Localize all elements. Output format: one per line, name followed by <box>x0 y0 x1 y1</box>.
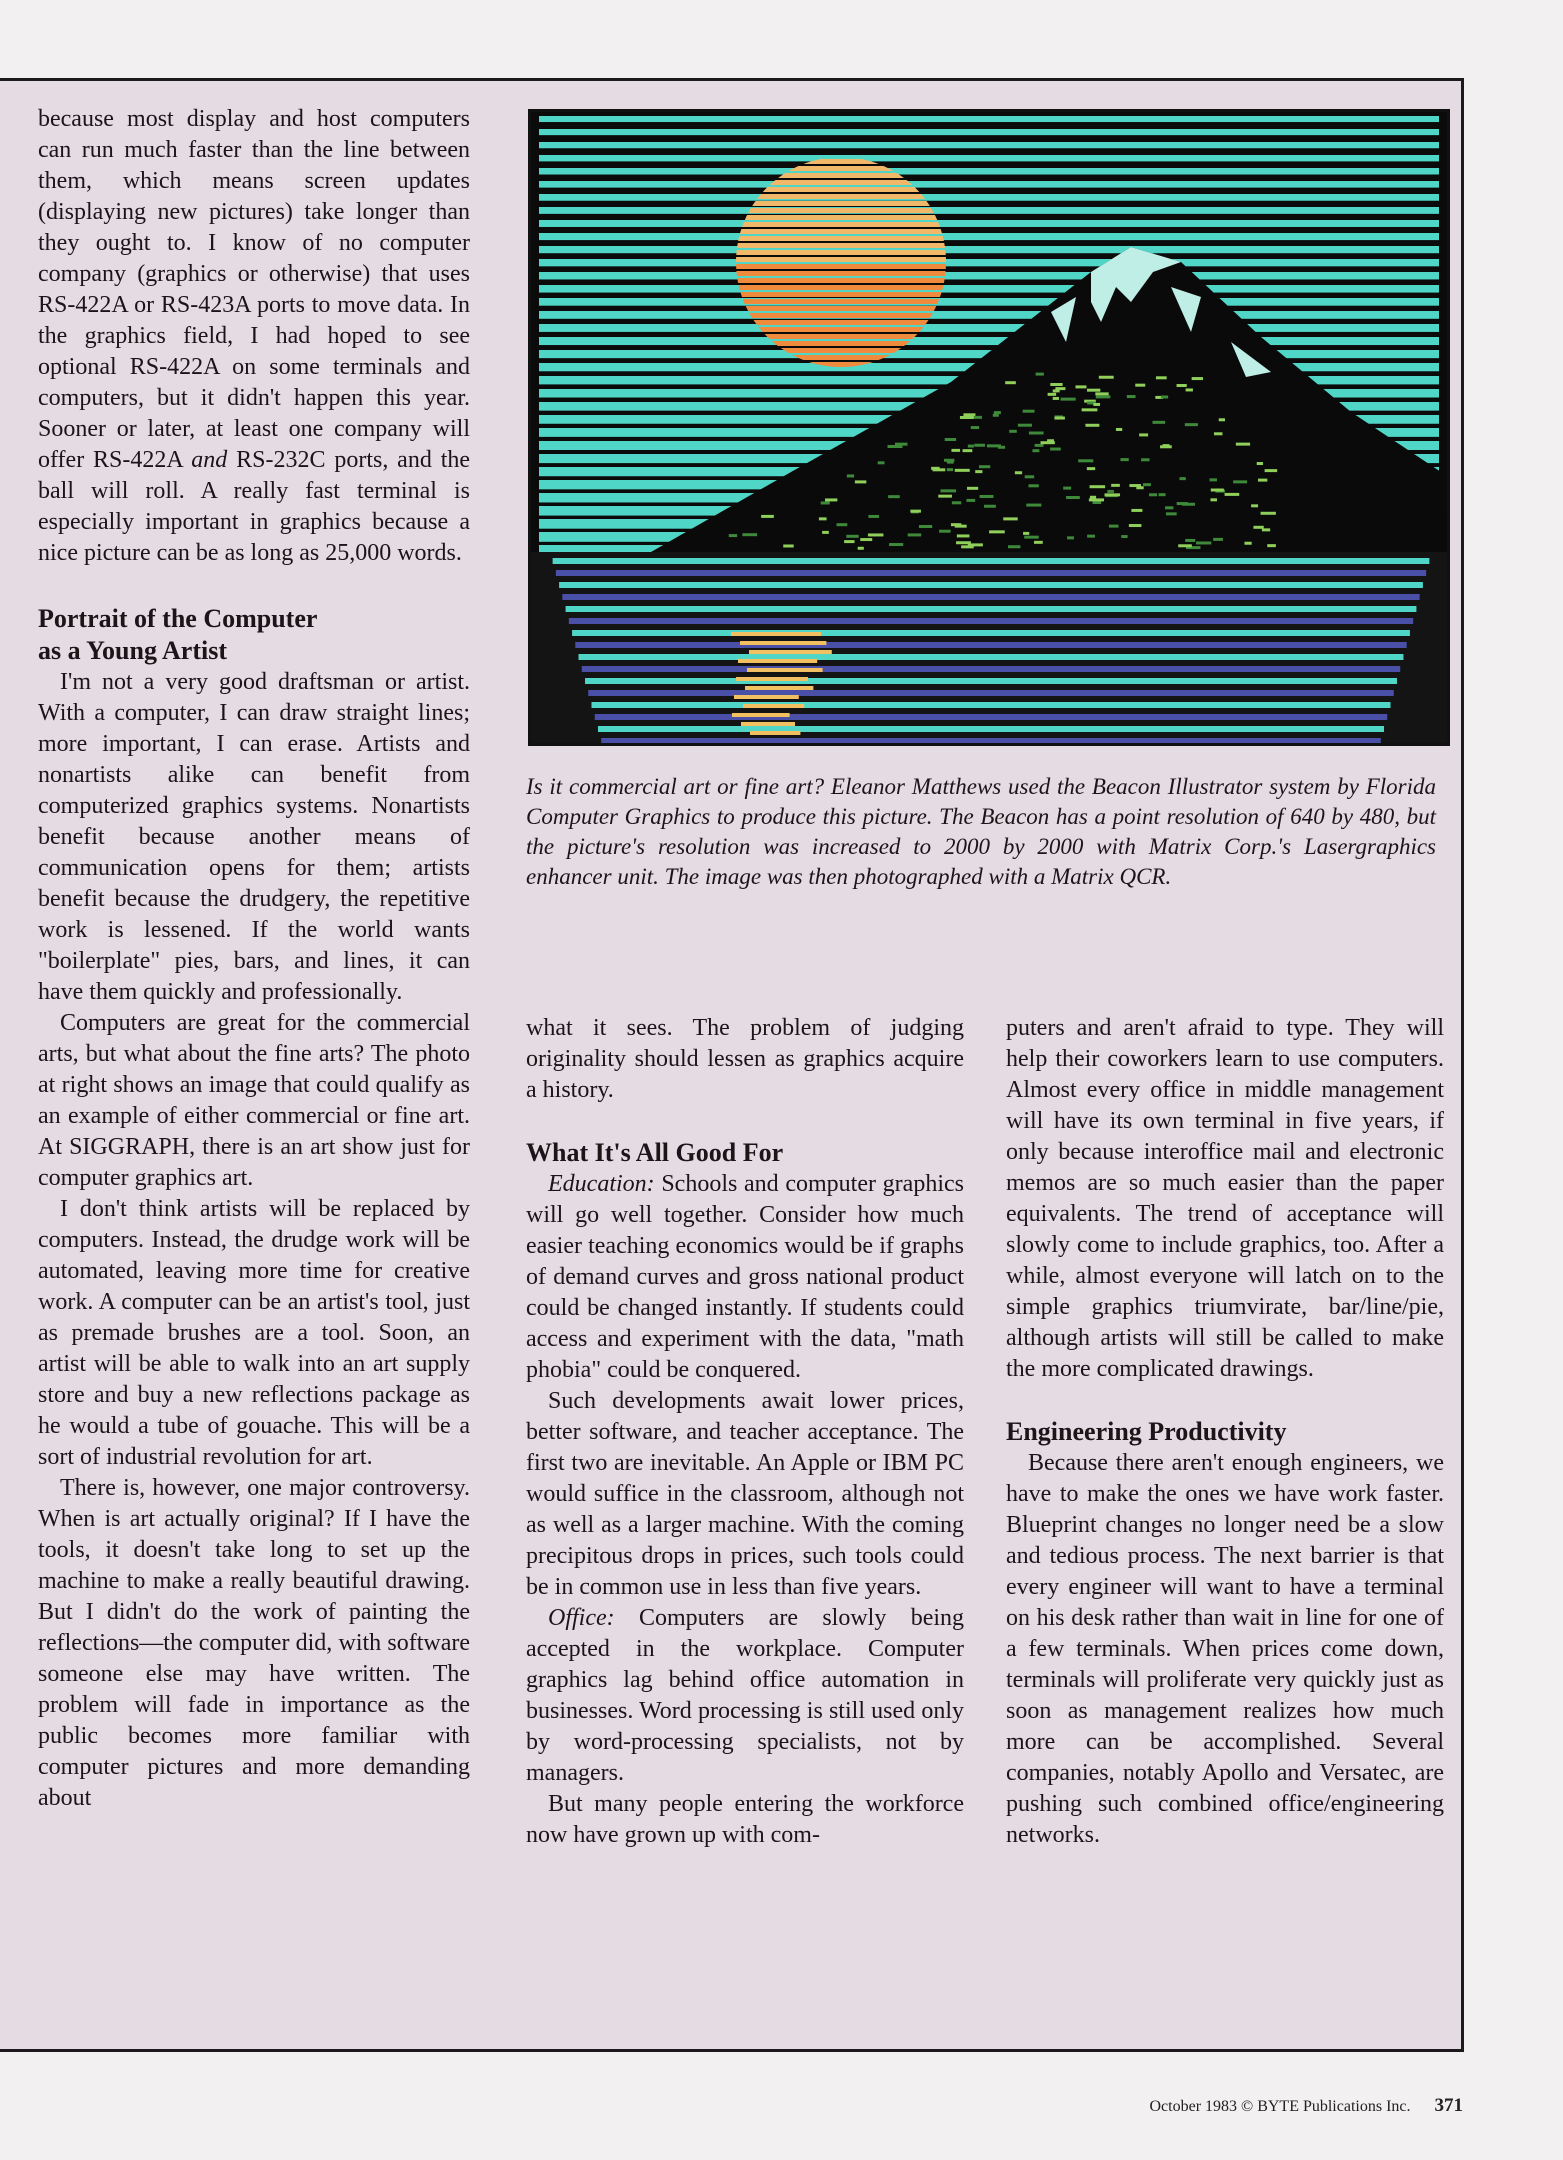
column-2 <box>526 1013 964 1851</box>
column-3 <box>1006 1013 1444 1851</box>
figure-caption: Is it commercial art or fine art? Eleanor Matthews used the Beacon Illustrator system by Florida Computer Graphics to produce this picture. The Beacon has a point resolution of 640 by 480, but the picture's resolution was increased to 2000 by 2000 with Matrix Corp.'s Lasergraphics enhancer unit. The image was then photographed with a Matrix QCR. <box>526 774 1436 889</box>
page-number: 371 <box>1434 2095 1463 2116</box>
paragraph: what it sees. The problem of judging originality should lessen as graphics acquire a history. <box>526 1015 964 1103</box>
paragraph: But many people entering the workforce now have grown up with com- <box>526 1791 964 1848</box>
footer-credit: October 1983 © BYTE Publications Inc. <box>1149 2098 1411 2115</box>
paragraph: because most display and host computers can run much faster than the line between them, which means screen updates (displaying new pictures) take longer than they ought to. I know of no computer company (graphics or otherwise) that uses RS-422A or RS-423A ports to move data. In the graphics field, I had hoped to see optional RS-422A on some terminals and computers, but it didn't happen this year. Sooner or later, at least one company will offer RS-422A and RS-232C ports, and the ball will roll. A really fast terminal is especially important in graphics because a nice picture can be as long as 25,000 words. <box>38 106 471 566</box>
paragraph: Education: Schools and computer graphics will go well together. Consider how much easier teaching economics would be if graphs of demand curves and gross national product could be changed instantly. If students could access and experiment with the data, "math phobia" could be conquered. <box>526 1171 964 1383</box>
page-footer <box>1150 2095 1464 2117</box>
computer-art-image <box>531 112 1447 743</box>
mountain-sunset-illustration <box>528 109 1450 746</box>
section-heading-good-for: What It's All Good For <box>526 1138 784 1167</box>
section-heading-portrait: Portrait of the Computer as a Young Artist <box>38 604 318 665</box>
section-heading-engineering: Engineering Productivity <box>1006 1417 1287 1446</box>
paragraph: puters and aren't afraid to type. They will help their coworkers learn to use computers. Almost every office in middle management will have its own terminal in five years, if only because interoffice mail and electronic memos are so much easier than the paper equivalents. The trend of acceptance will slowly come to include graphics, too. After a while, almost everyone will latch on to the simple graphics triumvirate, bar/line/pie, although artists will still be called to make the more complicated drawings. <box>1006 1015 1444 1382</box>
paragraph: Computers are great for the commercial arts, but what about the fine arts? The photo at right shows an image that could qualify as an example of either commercial or fine art. At SIGGRAPH, there is an art show just for computer graphics art. <box>38 1010 470 1191</box>
paragraph: There is, however, one major controversy. When is art actually original? If I have the tools, it doesn't take long to set up the machine to make a really beautiful drawing. But I didn't do the work of painting the reflections—the computer did, with software someone else may have written. The problem will fade in importance as the public becomes more familiar with computer pictures and more demanding about <box>38 1475 470 1811</box>
column-1 <box>38 104 470 1814</box>
paragraph: I'm not a very good draftsman or artist. With a computer, I can draw straight lines; more important, I can erase. Artists and nonartists alike can benefit from computerized graphics systems. Nonartists benefit because another means of communication opens for them; artists benefit because the drudgery, the repetitive work is lessened. If the world wants "boilerplate" pies, bars, and lines, it can have them quickly and professionally. <box>38 669 470 1005</box>
paragraph: I don't think artists will be replaced by computers. Instead, the drudge work will be automated, leaving more time for creative work. A computer can be an artist's tool, just as premade brushes are a tool. Soon, an artist will be able to walk into an art supply store and buy a new reflections package as he would a tube of gouache. This will be a sort of industrial revolution for art. <box>38 1196 470 1470</box>
paragraph: Because there aren't enough engineers, we have to make the ones we have work faster. Blueprint changes no longer need be a slow and tedious process. The next barrier is that every engineer will want to have a terminal on his desk rather than wait in line for one of a few terminals. When prices come down, terminals will proliferate very quickly just as soon as management realizes how much more can be accomplished. Several companies, notably Apollo and Versatec, are pushing such combined office/engineering networks. <box>1006 1450 1444 1848</box>
paragraph: Such developments await lower prices, better software, and teacher acceptance. The first two are inevitable. An Apple or IBM PC would suffice in the classroom, although not as well as a larger machine. With the coming precipitous drops in prices, such tools could be in common use in less than five years. <box>526 1388 964 1600</box>
paragraph: Office: Computers are slowly being accepted in the workplace. Computer graphics lag behind office automation in businesses. Word processing is still used only by word-processing specialists, not by managers. <box>526 1605 965 1786</box>
